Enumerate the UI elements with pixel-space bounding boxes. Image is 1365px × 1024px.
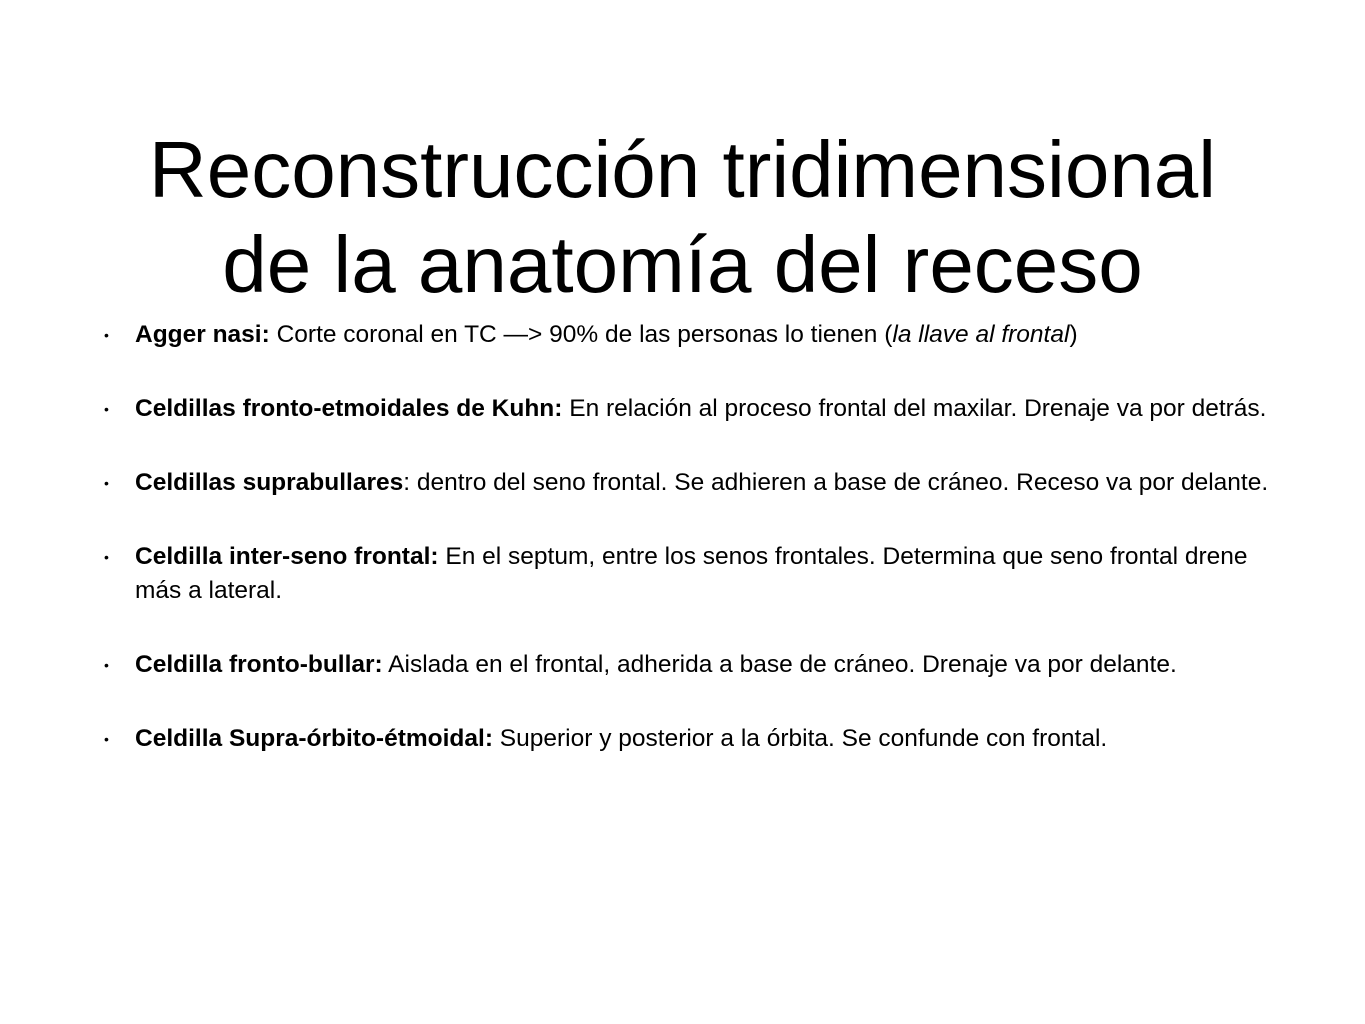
bullet-item-suprabullares xyxy=(104,466,1274,500)
bullet-text: Corte coronal en TC —> 90% de las personas lo tienen ( xyxy=(269,321,893,348)
bullet-text: : dentro del seno frontal. Se adhieren a base de cráneo. Receso va por delante. xyxy=(403,469,1269,496)
bullet-dot-icon: • xyxy=(104,475,109,491)
bullet-term: Celdilla Supra-órbito-étmoidal: xyxy=(135,725,493,752)
bullet-item-supra-orbito xyxy=(104,722,1274,756)
bullet-item-fronto-bullar xyxy=(104,648,1274,682)
bullet-term: Celdilla inter-seno frontal: xyxy=(135,543,439,570)
bullet-term: Celdilla fronto-bullar: xyxy=(135,651,383,678)
bullet-text: En el septum, entre los senos frontales. Determina que seno frontal drene más a lateral. xyxy=(135,543,1248,604)
bullet-term: Celdillas fronto-etmoidales de Kuhn: xyxy=(135,395,563,422)
bullet-term: Agger nasi: xyxy=(135,321,270,348)
slide-title-line-2: de la anatomía del receso xyxy=(222,219,1143,309)
bullet-list xyxy=(104,318,1274,796)
bullet-text-after: ) xyxy=(1069,321,1078,348)
bullet-dot-icon: • xyxy=(104,657,109,673)
bullet-dot-icon: • xyxy=(104,401,109,417)
slide-title xyxy=(40,122,1325,312)
bullet-dot-icon: • xyxy=(104,327,109,343)
bullet-dot-icon: • xyxy=(104,549,109,565)
bullet-term: Celdillas suprabullares xyxy=(135,469,404,496)
bullet-item-inter-seno xyxy=(104,540,1274,608)
bullet-text: Superior y posterior a la órbita. Se confunde con frontal. xyxy=(493,725,1108,752)
bullet-item-kuhn xyxy=(104,392,1274,426)
bullet-text: En relación al proceso frontal del maxilar. Drenaje va por detrás. xyxy=(562,395,1267,422)
slide-title-line-1: Reconstrucción tridimensional xyxy=(148,124,1217,214)
bullet-text: Aislada en el frontal, adherida a base de cráneo. Drenaje va por delante. xyxy=(382,651,1177,678)
bullet-item-agger-nasi xyxy=(104,318,1274,352)
bullet-italic-text: la llave al frontal xyxy=(892,321,1070,348)
bullet-dot-icon: • xyxy=(104,731,109,747)
